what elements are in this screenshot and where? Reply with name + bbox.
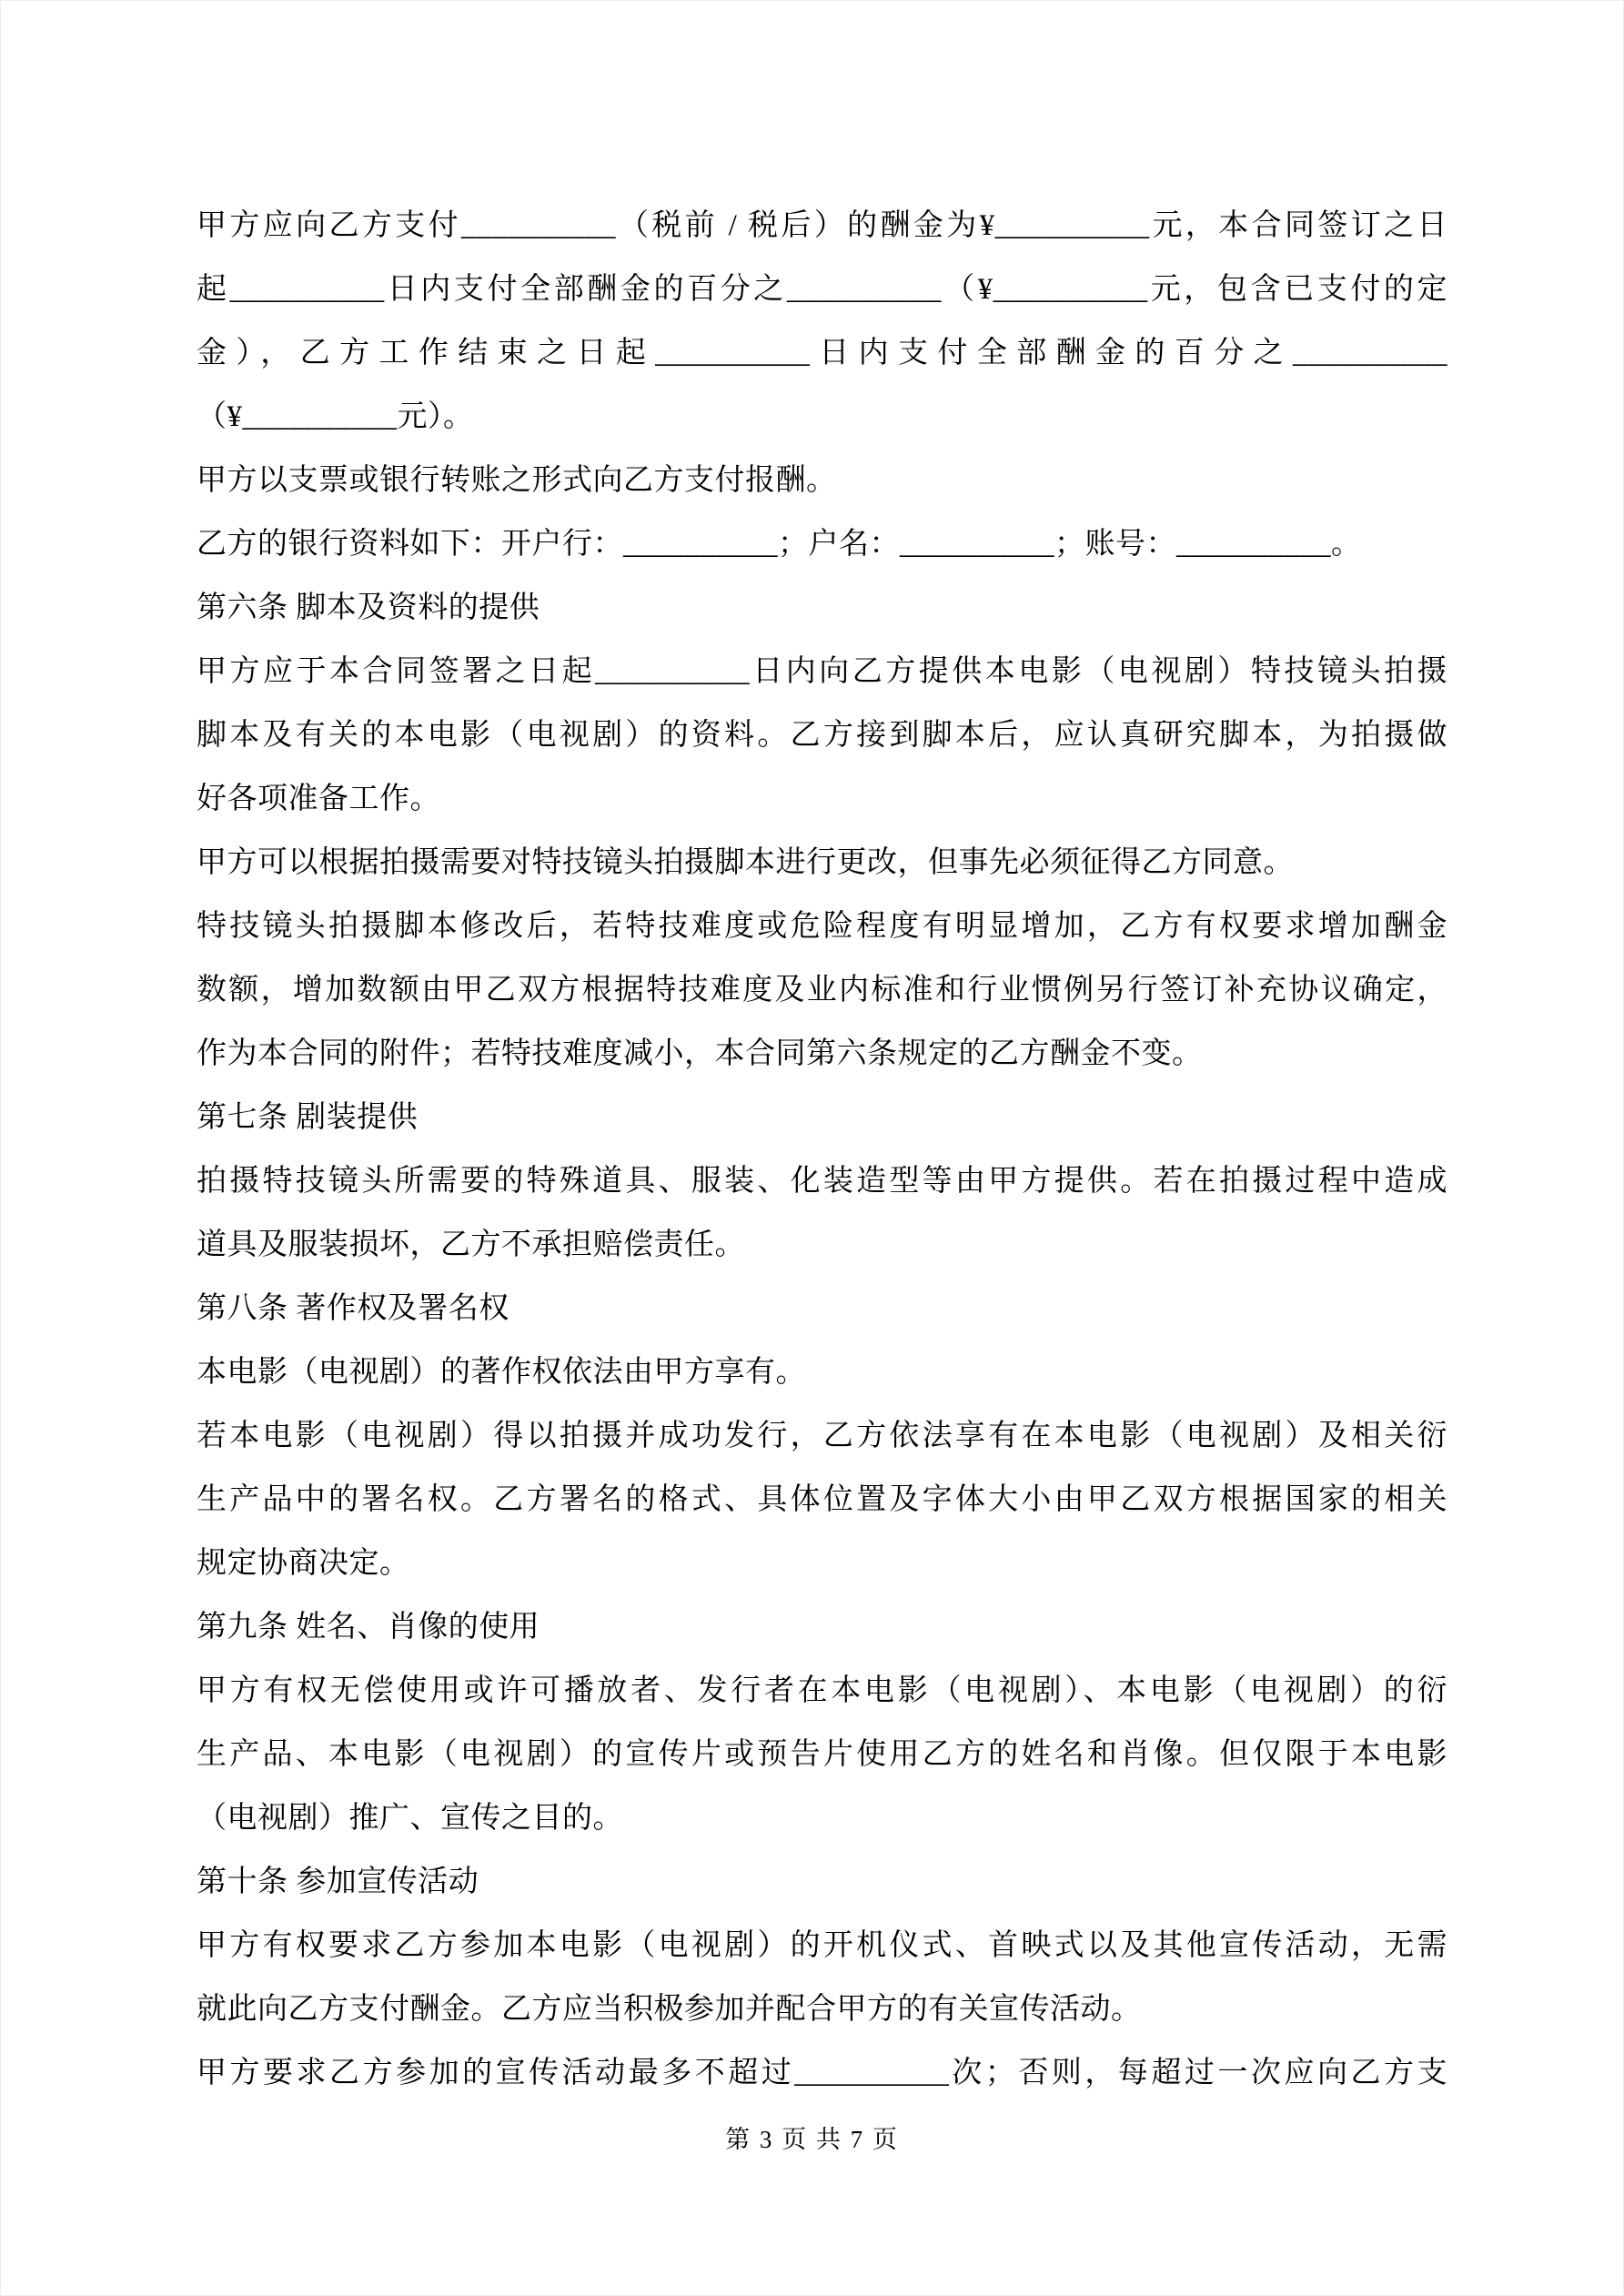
contract-line: 就此向乙方支付酬金。乙方应当积极参加并配合甲方的有关宣传活动。 xyxy=(197,1993,1142,2026)
contract-line: 生产品、本电影（电视剧）的宣传片或预告片使用乙方的姓名和肖像。但仅限于本电影 xyxy=(197,1738,1447,1771)
contract-heading-line: 第六条 脚本及资料的提供 xyxy=(197,592,540,624)
contract-line: 甲方有权要求乙方参加本电影（电视剧）的开机仪式、首映式以及其他宣传活动，无需 xyxy=(197,1929,1447,1962)
contract-line: （电视剧）推广、宣传之目的。 xyxy=(197,1802,623,1835)
contract-line: 好各项准备工作。 xyxy=(197,783,440,815)
contract-body xyxy=(197,194,1447,2105)
contract-line: 生产品中的署名权。乙方署名的格式、具体位置及字体大小由甲乙双方根据国家的相关 xyxy=(197,1483,1447,1516)
contract-line: 甲方应向乙方支付__________（税前 / 税后）的酬金为¥__________元，本合同签订之日 xyxy=(197,209,1447,242)
contract-heading-line: 第八条 著作权及署名权 xyxy=(197,1292,509,1325)
contract-heading-line: 第十条 参加宣传活动 xyxy=(197,1866,479,1898)
contract-line: 甲方应于本合同签署之日起__________日内向乙方提供本电影（电视剧）特技镜头拍摄 xyxy=(197,655,1447,688)
contract-line: 规定协商决定。 xyxy=(197,1547,410,1580)
contract-line: 甲方有权无偿使用或许可播放者、发行者在本电影（电视剧）、本电影（电视剧）的衍 xyxy=(197,1674,1447,1707)
contract-heading-line: 第七条 剧装提供 xyxy=(197,1101,419,1134)
contract-line: 金），乙方工作结束之日起__________日内支付全部酬金的百分之__________ xyxy=(197,337,1447,369)
contract-line: 本电影（电视剧）的著作权依法由甲方享有。 xyxy=(197,1356,806,1389)
contract-line: 脚本及有关的本电影（电视剧）的资料。乙方接到脚本后，应认真研究脚本，为拍摄做 xyxy=(197,719,1447,752)
contract-line: 甲方可以根据拍摄需要对特技镜头拍摄脚本进行更改，但事先必须征得乙方同意。 xyxy=(197,846,1294,879)
page-footer: 第 3 页 共 7 页 xyxy=(725,2126,899,2153)
contract-line: 甲方以支票或银行转账之形式向乙方支付报酬。 xyxy=(197,464,837,497)
contract-line: 若本电影（电视剧）得以拍摄并成功发行，乙方依法享有在本电影（电视剧）及相关衍 xyxy=(197,1420,1447,1452)
contract-heading-line: 第九条 姓名、肖像的使用 xyxy=(197,1611,540,1644)
contract-line: 道具及服装损坏，乙方不承担赔偿责任。 xyxy=(197,1229,745,1261)
contract-line: 拍摄特技镜头所需要的特殊道具、服装、化装造型等由甲方提供。若在拍摄过程中造成 xyxy=(197,1165,1447,1198)
contract-line: 特技镜头拍摄脚本修改后，若特技难度或危险程度有明显增加，乙方有权要求增加酬金 xyxy=(197,910,1447,943)
contract-line: 作为本合同的附件；若特技难度减小，本合同第六条规定的乙方酬金不变。 xyxy=(197,1037,1203,1070)
contract-line: 起__________日内支付全部酬金的百分之__________（¥__________元，包含已支付的定 xyxy=(197,273,1447,306)
contract-line: 甲方要求乙方参加的宣传活动最多不超过__________次；否则，每超过一次应向乙方支 xyxy=(197,2057,1447,2089)
contract-line: （¥__________元）。 xyxy=(197,400,474,433)
contract-line: 乙方的银行资料如下：开户行：__________；户名：__________；账号：__________。 xyxy=(197,528,1362,561)
contract-line: 数额，增加数额由甲乙双方根据特技难度及业内标准和行业惯例另行签订补充协议确定， xyxy=(197,974,1447,1006)
